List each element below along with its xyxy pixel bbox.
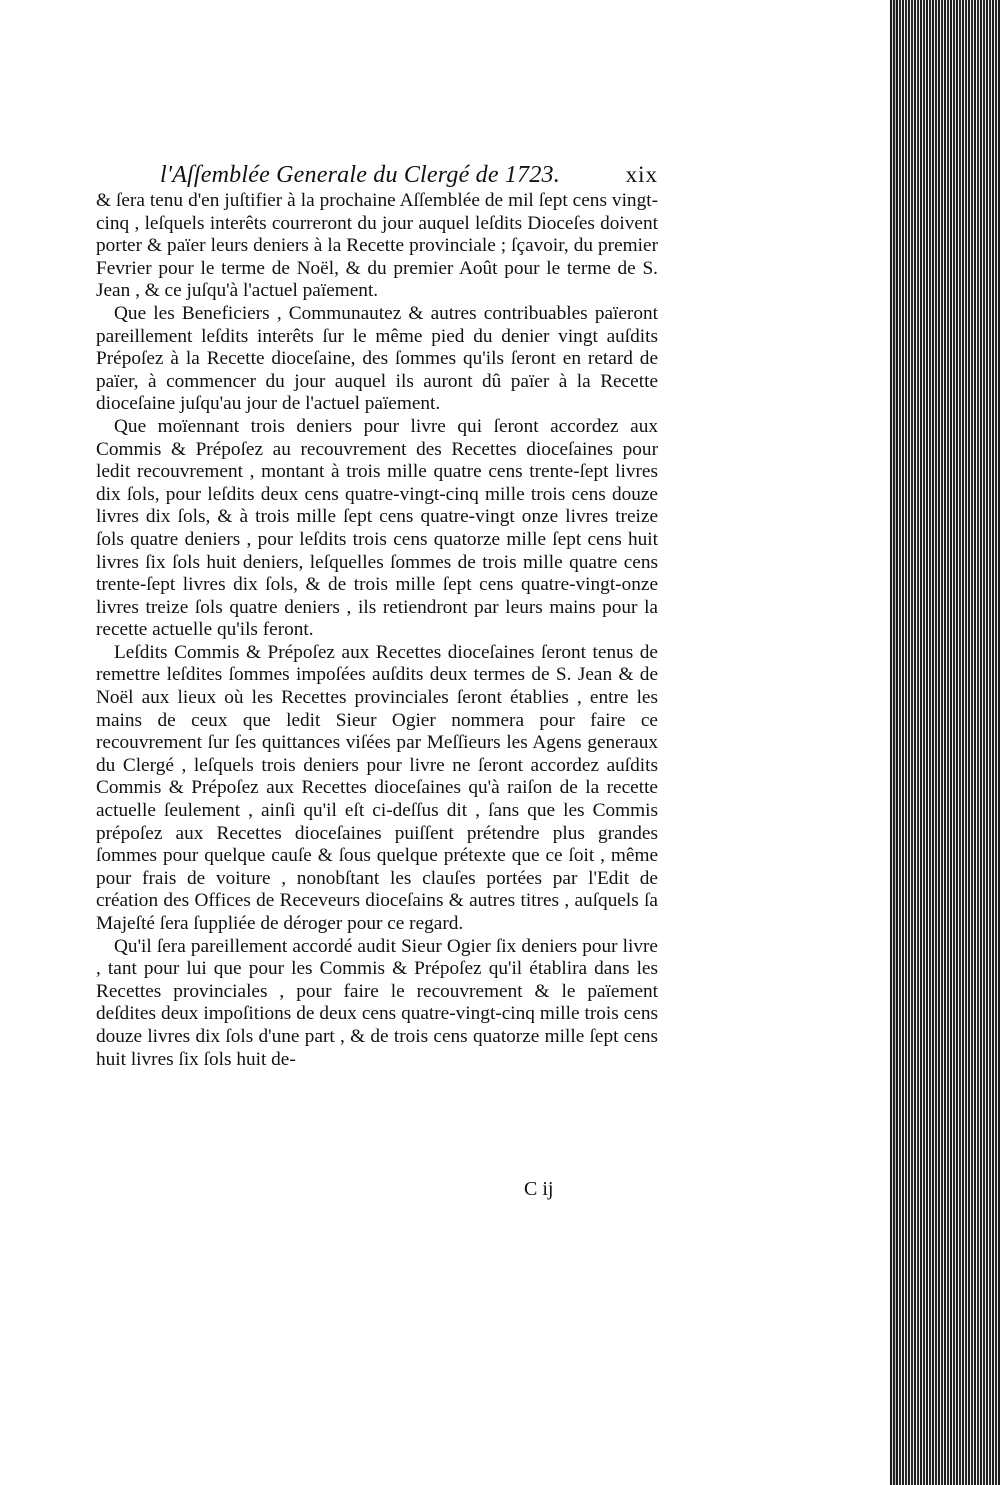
signature-mark: C ij <box>524 1178 554 1200</box>
paragraph: & ſera tenu d'en juſtifier à la prochaine Aſſemblée de mil ſept cens vingt-cinq , leſquels interêts courreront du jour auquel leſdits Dioceſes doivent porter & païer leurs deniers à la Recette provinciale ; ſçavoir, du premier Fevrier pour le terme de Noël, & du premier Août pour le terme de S. Jean , & ce juſqu'à l'actuel païement. <box>96 190 658 302</box>
book-page-edge <box>890 0 1000 1485</box>
paragraph: Leſdits Commis & Prépoſez aux Recettes dioceſaines ſeront tenus de remettre leſdites ſommes impoſées auſdits deux termes de S. Jean & de Noël aux lieux où les Recettes provinciales ſeront établies , entre les mains de ceux que ledit Sieur Ogier nommera pour faire ce recouvrement ſur ſes quittances viſées par Meſſieurs les Agens generaux du Clergé , leſquels trois deniers pour livre ne ſeront accordez auſdits Commis & Prépoſez aux Recettes dioceſaines qu'à raiſon de la recette actuelle ſeulement , ainſi qu'il eſt ci-deſſus dit , ſans que les Commis prépoſez aux Recettes dioceſaines puiſſent prétendre plus grandes ſommes pour quelque cauſe & ſous quelque prétexte que ce ſoit , même pour frais de voiture , nonobſtant les clauſes portées par l'Edit de création des Offices de Receveurs dioceſains & autres titres , auſquels ſa Majeſté ſera ſuppliée de déroger pour ce regard. <box>96 641 658 934</box>
paragraph: Que moïennant trois deniers pour livre qui ſeront accordez aux Commis & Prépoſez au recouvrement des Recettes dioceſaines pour ledit recouvrement , montant à trois mille quatre cens trente-ſept livres dix ſols, pour leſdits deux cens quatre-vingt-cinq mille trois cens douze livres dix ſols, & à trois mille ſept cens quatre-vingt onze livres treize ſols quatre deniers , pour leſdits trois cens quatorze mille ſept cens huit livres ſix ſols huit deniers, leſquelles ſommes de trois mille quatre cens trente-ſept livres dix ſols, & de trois mille ſept cens quatre-vingt-onze livres treize ſols quatre deniers , ils retiendront par leurs mains pour la recette actuelle qu'ils feront. <box>96 415 658 641</box>
paragraph: Qu'il ſera pareillement accordé audit Sieur Ogier ſix deniers pour livre , tant pour lui que pour les Commis & Prépoſez qu'il établira dans les Recettes provinciales , pour faire le recouvrement & le païement deſdites deux impoſitions de deux cens quatre-vingt-cinq mille trois cens douze livres dix ſols d'une part , & de trois cens quatorze mille ſept cens huit livres ſix ſols huit de- <box>96 935 658 1070</box>
main-text-block <box>96 190 658 1071</box>
page-number: xix <box>625 162 658 187</box>
running-title: l'Aſſemblée Generale du Clergé de 1723. <box>160 162 560 188</box>
gutter-shadow <box>888 0 898 1485</box>
paragraph: Que les Beneficiers , Communautez & autres contribuables païeront pareillement leſdits interêts ſur le même pied du denier vingt auſdits Prépoſez à la Recette dioceſaine, des ſommes qu'ils ſeront en retard de païer, à commencer du jour auquel ils auront dû païer à la Recette dioceſaine juſqu'au jour de l'actuel païement. <box>96 302 658 415</box>
